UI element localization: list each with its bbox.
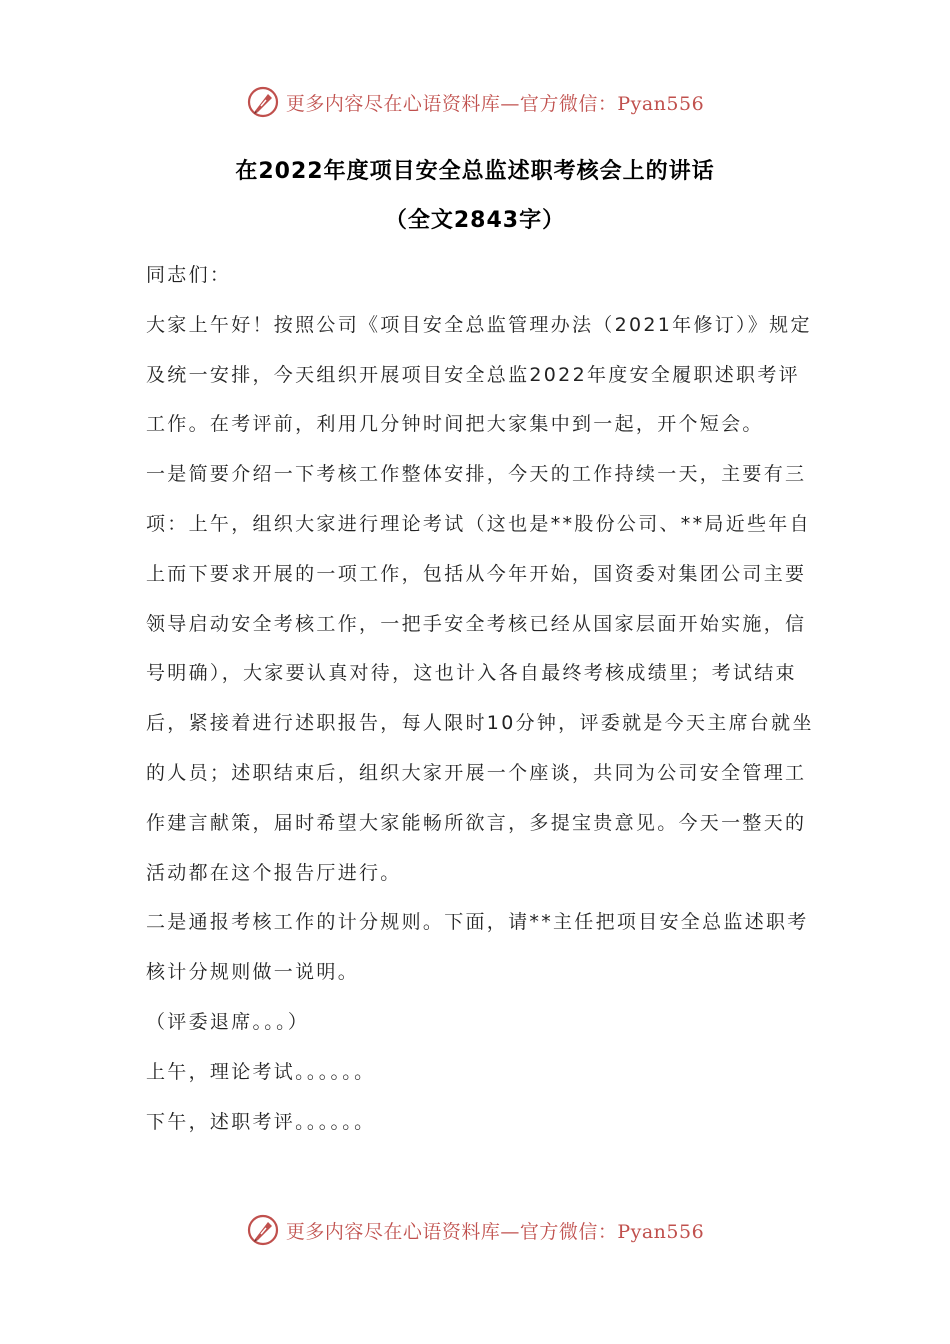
paragraph: （评委退席。。。） [146,1010,310,1033]
document-body [146,251,816,1147]
paragraph: 上午，理论考试。。。。。。 [146,1060,376,1083]
paragraph: 下午，述职考评。。。。。。 [146,1110,376,1133]
pen-nib-logo-icon [246,85,280,119]
header-banner [0,82,950,122]
banner-text: 更多内容尽在心语资料库—官方微信：Pyan556 [285,1220,705,1243]
footer-banner [0,1210,950,1250]
paragraph-salutation: 同志们： [146,264,232,286]
paragraph: 大家上午好！按照公司《项目安全总监管理办法（2021年修订）》规定及统一安排，今天组织开展项目安全总监2022年度安全履职述职考评工作。在考评前，利用几分钟时间把大家集中到一起，开个短会。 [146,313,812,436]
document-title: 在2022年度项目安全总监述职考核会上的讲话 [235,159,715,184]
pen-nib-logo-icon [246,1213,280,1247]
banner-text: 更多内容尽在心语资料库—官方微信：Pyan556 [285,92,705,115]
paragraph: 一是简要介绍一下考核工作整体安排，今天的工作持续一天，主要有三项：上午，组织大家进行理论考试（这也是**股份公司、**局近些年自上而下要求开展的一项工作，包括从今年开始，国资委对集团公司主要领导启动安全考核工作，一把手安全考核已经从国家层面开始实施，信号明确），大家要认真对待，这也计入各自最终考核成绩里；考试结束后，紧接着进行述职报告，每人限时10分钟，评委就是今天主席台就坐的人员；述职结束后，组织大家开展一个座谈，共同为公司安全管理工作建言献策，届时希望大家能畅所欲言，多提宝贵意见。今天一整天的活动都在这个报告厅进行。 [146,463,814,884]
paragraph: 二是通报考核工作的计分规则。下面，请**主任把项目安全总监述职考核计分规则做一说明。 [146,911,809,984]
document-subtitle: （全文2843字） [384,208,566,233]
